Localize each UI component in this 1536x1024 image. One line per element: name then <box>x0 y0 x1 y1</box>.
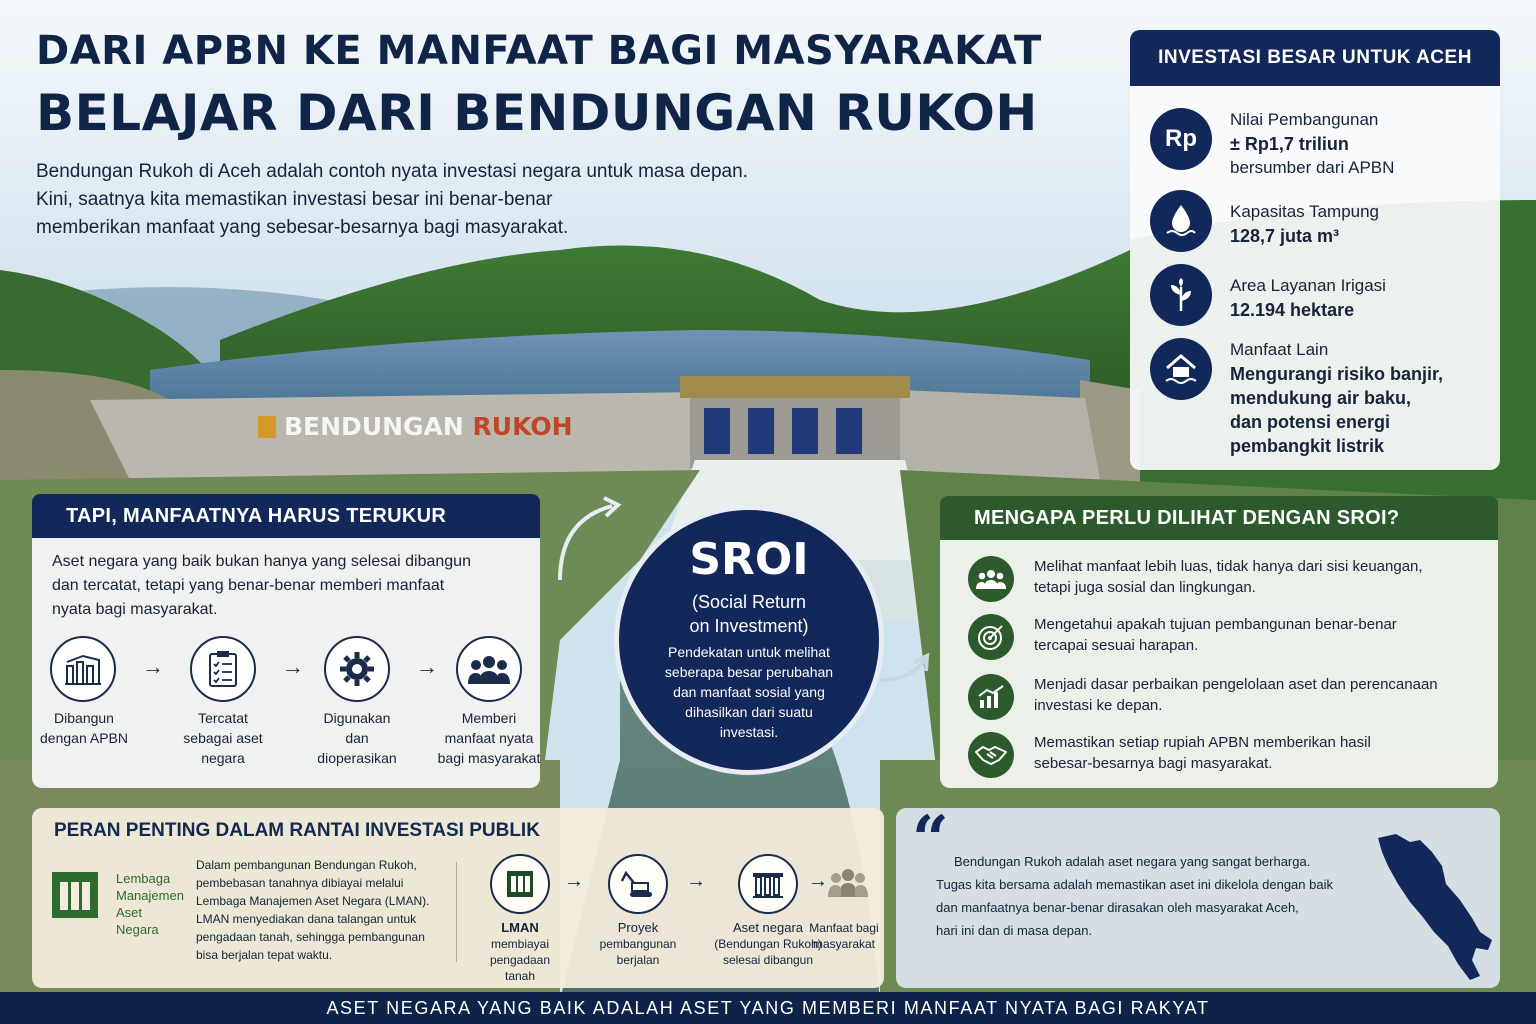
plant-icon <box>1150 264 1212 326</box>
chain-arrow: → <box>564 870 584 892</box>
investment-item-text <box>1230 108 1490 180</box>
chain-step-line: selesai dibangun <box>722 953 814 967</box>
why-item-text <box>1034 674 1484 716</box>
why-line: Menjadi dasar perbaikan pengelolaan aset dan perencanaan <box>1034 676 1438 693</box>
why-line: Mengetahui apakah tujuan pembangunan benar-benar <box>1034 616 1397 633</box>
flow-step-label <box>307 708 407 768</box>
flow-step-line: bagi masyarakat <box>437 750 541 766</box>
dam-sign <box>258 412 573 441</box>
sroi-title: SROI <box>689 534 809 585</box>
dam-sign-part2: RUKOH <box>472 412 573 441</box>
chain-step-line: berjalan <box>616 953 660 967</box>
excavator-icon <box>608 854 668 914</box>
investment-value-line: dan potensi energi <box>1230 412 1391 432</box>
flow-step-line: dan <box>345 730 369 746</box>
why-line: investasi ke depan. <box>1034 697 1163 714</box>
chain-step-line: (Bendungan Rukoh) <box>714 937 822 951</box>
why-panel <box>940 540 1498 788</box>
rupiah-icon <box>1150 108 1212 170</box>
aceh-map-icon <box>1376 832 1496 982</box>
flow-arrow: → <box>282 654 304 679</box>
investment-value-line: pembangkit listrik <box>1230 436 1385 456</box>
why-heading: MENGAPA PERLU DILIHAT DENGAN SROI? <box>940 496 1498 540</box>
why-item-text <box>1034 614 1484 656</box>
chain-step-title: Manfaat bagi <box>809 921 879 935</box>
investment-item-text <box>1230 200 1490 248</box>
chain-step-line: membiayai <box>490 937 550 951</box>
intro-line: memberikan manfaat yang sebesar-besarnya bagi masyarakat. <box>36 217 569 238</box>
investment-value: 128,7 juta m³ <box>1230 226 1340 246</box>
measured-text-line: Aset negara yang baik bukan hanya yang selesai dibangun <box>52 553 471 570</box>
chain-step-title: LMAN <box>501 920 539 935</box>
sroi-desc-line: investasi. <box>719 724 779 740</box>
house-flood-icon <box>1150 338 1212 400</box>
flow-step-line: Tercatat <box>198 710 248 726</box>
flow-step-label <box>34 708 134 748</box>
sroi-description <box>619 642 879 742</box>
investment-card <box>1130 30 1500 470</box>
flow-step-label <box>430 708 548 768</box>
chain-step-title: Aset negara <box>732 920 804 935</box>
flow-step-line: sebagai aset <box>183 730 263 746</box>
chain-step-label <box>475 920 565 984</box>
investment-value: ± Rp1,7 triliun <box>1230 134 1349 154</box>
investment-label: Kapasitas Tampung <box>1230 202 1380 221</box>
lman-logo-line: Aset <box>116 905 143 920</box>
investment-value: 12.194 hektare <box>1230 300 1355 320</box>
flow-step-line: negara <box>201 750 245 766</box>
flow-step-line: Memberi <box>461 710 517 726</box>
handshake-icon <box>968 732 1014 778</box>
why-line: tercapai sesuai harapan. <box>1034 637 1199 654</box>
page-title-line2: BELAJAR DARI BENDUNGAN RUKOH <box>36 84 1038 142</box>
flow-arrow: → <box>416 654 438 679</box>
chain-desc-line: Dalam pembangunan Bendungan Rukoh, <box>196 858 417 872</box>
chain-step-line: masyarakat <box>812 937 876 951</box>
sroi-subtitle-line: (Social Return <box>691 592 807 612</box>
intro-line: Bendungan Rukoh di Aceh adalah contoh nyata investasi negara untuk masa depan. <box>36 161 748 182</box>
flow-step-line: Dibangun <box>54 710 114 726</box>
community-icon <box>828 866 868 902</box>
chain-desc-line: Lembaga Manajemen Aset Negara (LMAN). <box>196 894 430 908</box>
divider <box>456 862 457 962</box>
investment-label: Manfaat Lain <box>1230 340 1329 359</box>
people-icon <box>456 636 522 702</box>
investment-value-line: mendukung air baku, <box>1230 388 1412 408</box>
sroi-circle <box>614 505 884 775</box>
investment-value-line: Mengurangi risiko banjir, <box>1230 364 1444 384</box>
flow-arrow: → <box>142 654 164 679</box>
investment-chain-panel <box>32 808 884 988</box>
measured-heading: TAPI, MANFAATNYA HARUS TERUKUR <box>32 494 540 538</box>
why-item-text <box>1034 732 1484 774</box>
checklist-icon <box>190 636 256 702</box>
investment-label: Nilai Pembangunan <box>1230 110 1379 129</box>
why-line: sebesar-besarnya bagi masyarakat. <box>1034 755 1273 772</box>
flow-step-line: dioperasikan <box>317 750 397 766</box>
sroi-desc-line: dan manfaat sosial yang <box>673 684 825 700</box>
intro-line: Kini, saatnya kita memastikan investasi besar ini benar-benar <box>36 189 553 210</box>
measured-text-line: dan tercatat, tetapi yang benar-benar memberi manfaat <box>52 577 445 594</box>
quote-line: Tugas kita bersama adalah memastikan aset ini dikelola dengan baik <box>936 877 1333 892</box>
lman-logo-line: Manajemen <box>116 888 184 903</box>
target-icon <box>968 614 1014 660</box>
sroi-desc-line: dihasilkan dari suatu <box>685 704 813 720</box>
chain-step-label <box>593 920 683 968</box>
chain-heading: PERAN PENTING DALAM RANTAI INVESTASI PUBLIK <box>54 820 540 841</box>
construction-icon <box>50 636 116 702</box>
sroi-subtitle <box>619 590 879 638</box>
measured-text-line: nyata bagi masyarakat. <box>52 601 218 618</box>
investment-heading: INVESTASI BESAR UNTUK ACEH <box>1130 30 1500 86</box>
investment-item-text <box>1230 338 1490 458</box>
why-line: Melihat manfaat lebih luas, tidak hanya dari sisi keuangan, <box>1034 558 1423 575</box>
chain-desc-line: pembebasan tanahnya dibiayai melalui <box>196 876 404 890</box>
why-line: Memastikan setiap rupiah APBN memberikan hasil <box>1034 734 1371 751</box>
dam-sign-part1: BENDUNGAN <box>284 412 473 441</box>
dam-icon <box>738 854 798 914</box>
lman-logo-line: Negara <box>116 922 159 937</box>
measured-text <box>52 550 522 622</box>
dam-sign-logo-icon <box>258 416 276 438</box>
gear-icon <box>324 636 390 702</box>
chain-step-line: pengadaan <box>489 953 551 967</box>
flow-step-label <box>173 708 273 768</box>
chain-description <box>196 856 458 964</box>
flow-step-line: dengan APBN <box>40 730 128 746</box>
quote-line: Bendungan Rukoh adalah aset negara yang sangat berharga. <box>954 854 1311 869</box>
measured-panel <box>32 538 540 788</box>
chain-arrow: → <box>808 870 828 892</box>
quote-text <box>936 850 1376 942</box>
quote-panel <box>896 802 1500 988</box>
lman-icon <box>490 854 550 914</box>
lman-logo-icon <box>52 872 98 918</box>
quote-mark-icon: “ <box>912 802 949 877</box>
quote-line: dan manfaatnya benar-benar dirasakan oleh masyarakat Aceh, <box>936 900 1299 915</box>
sroi-desc-line: Pendekatan untuk melihat <box>668 644 830 660</box>
chain-step-line: tanah <box>504 969 536 983</box>
chain-desc-line: LMAN menyediakan dana talangan untuk <box>196 912 417 926</box>
page-title-line1: DARI APBN KE MANFAAT BAGI MASYARAKAT <box>36 28 1042 74</box>
chain-arrow: → <box>686 870 706 892</box>
growth-chart-icon <box>968 674 1014 720</box>
sroi-desc-line: seberapa besar perubahan <box>664 664 834 680</box>
chain-step-title: Proyek <box>617 920 659 935</box>
intro-text <box>36 158 836 242</box>
chain-step-label <box>804 920 884 952</box>
flow-step-line: Digunakan <box>323 710 391 726</box>
chain-step-line: pembangunan <box>599 937 677 951</box>
rupiah-icon-text: Rp <box>1165 125 1197 152</box>
investment-label: Area Layanan Irigasi <box>1230 276 1386 295</box>
investment-body <box>1130 86 1500 470</box>
lman-logo-line: Lembaga <box>116 871 171 886</box>
lman-logo-text <box>116 870 184 938</box>
why-line: tetapi juga sosial dan lingkungan. <box>1034 579 1256 596</box>
group-icon <box>968 556 1014 602</box>
chain-desc-line: bisa berjalan tepat waktu. <box>196 948 333 962</box>
flow-step-line: manfaat nyata <box>444 730 534 746</box>
chain-desc-line: pengadaan tanah, sehingga pembangunan <box>196 930 425 944</box>
sroi-subtitle-line: on Investment) <box>689 616 809 636</box>
investment-note: bersumber dari APBN <box>1230 158 1395 177</box>
why-item-text <box>1034 556 1484 598</box>
investment-item-text <box>1230 274 1490 322</box>
water-drop-icon <box>1150 190 1212 252</box>
quote-line: hari ini dan di masa depan. <box>936 923 1093 938</box>
footer-banner: ASET NEGARA YANG BAIK ADALAH ASET YANG MEMBERI MANFAAT NYATA BAGI RAKYAT <box>0 992 1536 1024</box>
